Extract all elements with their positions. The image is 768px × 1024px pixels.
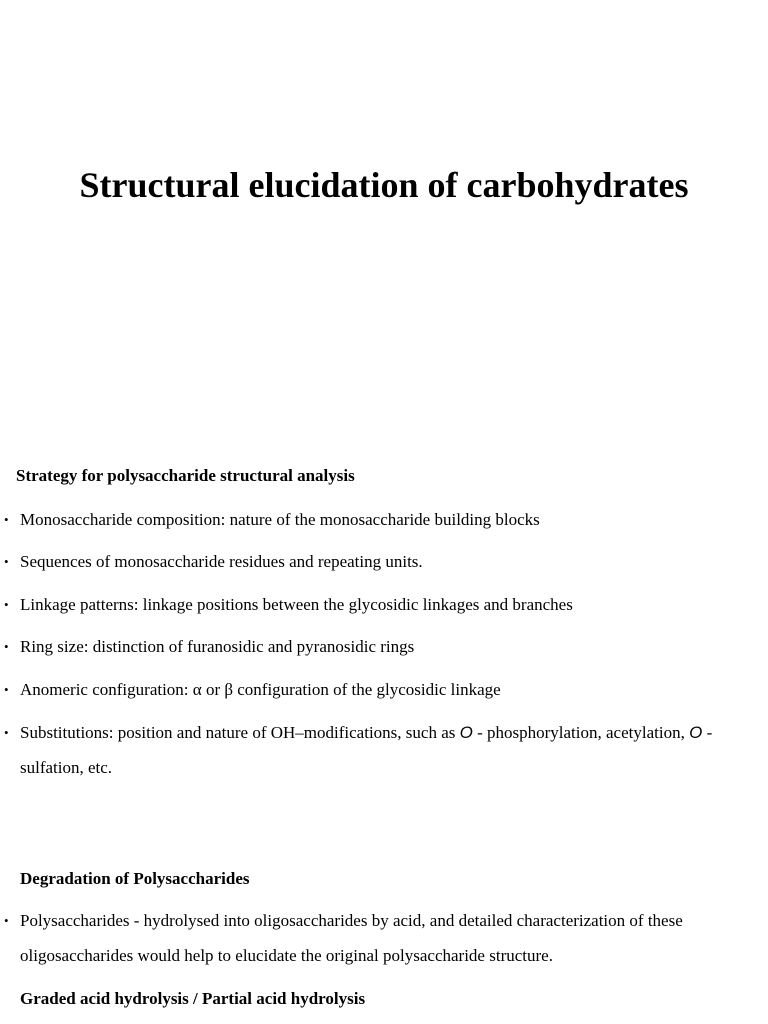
bullet-icon: • [4, 597, 9, 612]
list-item-text: Linkage patterns: linkage positions between the glycosidic linkages and branches [20, 595, 573, 614]
bullet-icon: • [4, 682, 9, 697]
list-item [4, 587, 744, 622]
bullet-icon: • [4, 512, 9, 527]
strategy-heading: Strategy for polysaccharide structural analysis [16, 466, 355, 485]
list-item [4, 544, 744, 579]
degradation-heading: Degradation of Polysaccharides [20, 869, 250, 888]
list-item [4, 715, 744, 785]
list-item [4, 903, 744, 973]
list-item-text: Polysaccharides - hydrolysed into oligosaccharides by acid, and detailed characterization of these oligosaccharides would help to elucidate the original polysaccharide structure. [20, 911, 683, 965]
list-item-text [4, 715, 744, 785]
list-item-text: Monosaccharide composition: nature of the monosaccharide building blocks [20, 510, 540, 529]
list-item [4, 629, 744, 664]
list-item-text: Sequences of monosaccharide residues and repeating units. [20, 552, 423, 571]
substitutions-text-1: Substitutions: position and nature of OH–modifications, such as [20, 723, 460, 742]
list-item-text: Ring size: distinction of furanosidic and pyranosidic rings [20, 637, 415, 656]
bullet-icon: • [4, 725, 9, 740]
bullet-icon: • [4, 639, 9, 654]
bullet-icon: • [4, 913, 9, 928]
list-item [4, 672, 744, 707]
o-letter: O [459, 723, 473, 742]
list-item-text: Anomeric configuration: α or β configuration of the glycosidic linkage [20, 680, 501, 699]
graded-heading: Graded acid hydrolysis / Partial acid hydrolysis [20, 989, 366, 1008]
substitutions-text-3: - sulfation, etc. [20, 723, 713, 777]
list-item [4, 502, 744, 537]
substitutions-text-2: - phosphorylation, acetylation, [472, 723, 690, 742]
o-letter: O [689, 723, 703, 742]
bullet-icon: • [4, 554, 9, 569]
page-title: Structural elucidation of carbohydrates [79, 165, 689, 205]
